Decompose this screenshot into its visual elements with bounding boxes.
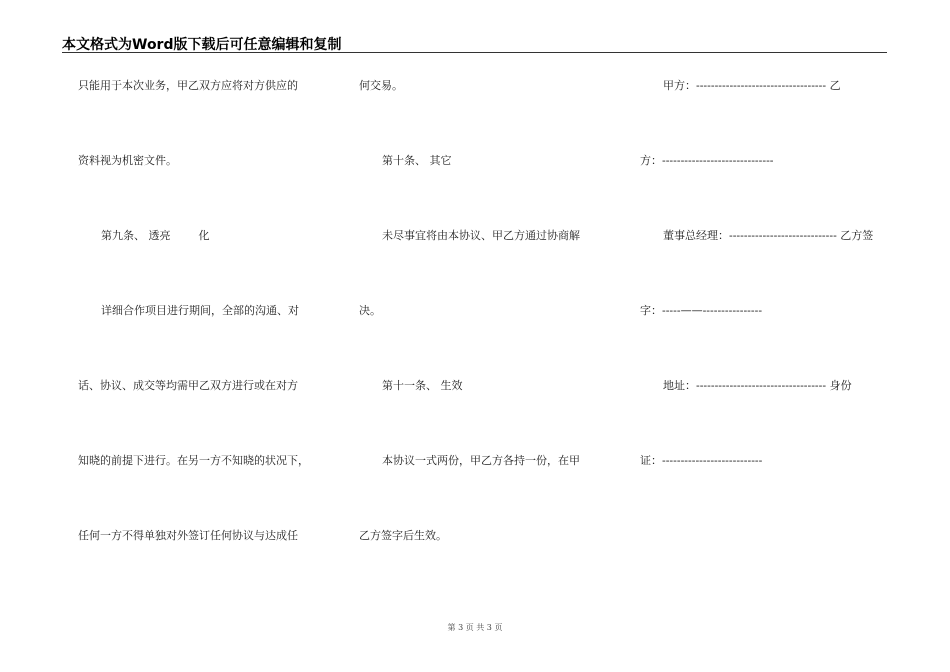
col1-section-heading: 第九条、 透亮 化 <box>101 229 210 242</box>
party-b-sign-line: 字：-----——---------------- <box>640 304 763 317</box>
address-line: 地址：----------------------------------- 身份 <box>663 379 852 392</box>
id-card-line: 证：--------------------------- <box>640 454 763 467</box>
col1-line: 任何一方不得单独对外签订任何协议与达成任 <box>78 529 298 542</box>
party-a-signature-line: 甲方：----------------------------------- 乙 <box>663 79 841 92</box>
header-divider <box>62 52 887 53</box>
col2-line: 未尽事宜将由本协议、甲乙方通过协商解 <box>382 229 580 242</box>
party-b-signature-line: 方：------------------------------ <box>640 154 774 167</box>
col2-section-heading: 第十条、 其它 <box>382 154 452 167</box>
col2-line: 决。 <box>359 304 381 317</box>
col2-line: 本协议一式两份，甲乙方各持一份，在甲 <box>382 454 580 467</box>
director-signature-line: 董事总经理：----------------------------- 乙方签 <box>663 229 874 242</box>
col2-line: 乙方签字后生效。 <box>359 529 447 542</box>
col1-line: 只能用于本次业务，甲乙双方应将对方供应的 <box>78 79 298 92</box>
col1-line: 详细合作项目进行期间，全部的沟通、对 <box>101 304 299 317</box>
col1-line: 话、协议、成交等均需甲乙双方进行或在对方 <box>78 379 298 392</box>
col1-line: 知晓的前提下进行。在另一方不知晓的状况下， <box>78 454 309 467</box>
document-header-title: 本文格式为Word版下载后可任意编辑和复制 <box>62 37 342 53</box>
col1-line: 资料视为机密文件。 <box>78 154 177 167</box>
col2-line: 何交易。 <box>359 79 403 92</box>
col2-section-heading: 第十一条、 生效 <box>382 379 463 392</box>
page-number: 第 3 页 共 3 页 <box>447 623 503 632</box>
